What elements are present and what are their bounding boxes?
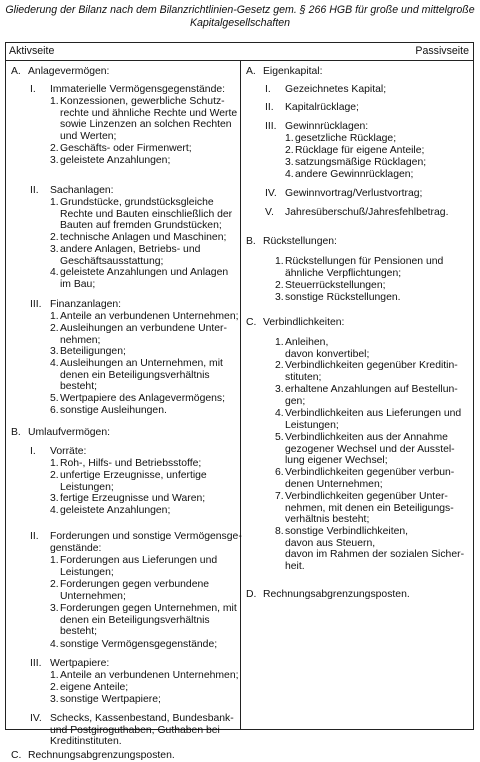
item-line: satzungsmäßige Rücklagen; [295,157,427,168]
item-text [60,393,225,405]
item-number: 1. [50,197,59,208]
item-number: 4. [50,267,59,278]
header-aktivseite: Aktivseite [9,45,55,57]
item-line: Beteiligungen; [60,346,126,357]
section-letter: B. [11,427,21,438]
item-line: sonstige Verbindlichkeiten, [285,526,409,537]
item-line: rechte und ähnliche Rechte und Werte [60,107,238,119]
item-text [285,467,454,490]
item-line: und Werten; [60,130,117,142]
item-text [285,292,401,304]
item-number: 5. [275,432,284,443]
item-number: 2. [50,579,59,590]
item-text [60,244,200,267]
item-text [295,169,413,181]
group-title: Sachanlagen: [50,185,114,196]
item-line: Leistungen; [60,481,114,493]
group-numeral: II. [30,531,39,542]
item-number: 4. [50,639,59,650]
item-line: andere Gewinnrücklagen; [295,169,414,180]
item-line: besteht; [60,626,97,638]
item-line: Anteile an verbundenen Unternehmen; [60,670,239,681]
item-text [60,96,237,142]
item-number: 4. [50,505,59,516]
item-text [60,405,167,417]
item-number: 3. [50,244,59,255]
item-number: 2. [50,323,59,334]
item-line: denen Unternehmen; [285,478,383,490]
group-title-line: Kreditinstituten. [50,736,122,748]
item-number: 1. [50,311,59,322]
item-line: davon konvertibel; [285,348,370,360]
item-line: davon im Rahmen der sozialen Sicher- [285,549,465,561]
item-text [60,470,207,493]
item-number: 3. [275,384,284,395]
table-header [6,43,473,61]
item-number: 4. [275,408,284,419]
item-text [285,526,464,572]
item-number: 3. [50,493,59,504]
item-line: gen; [285,395,306,407]
item-text [285,256,443,279]
item-line: sowie Linzenzen an solchen Rechten [60,119,232,131]
item-line: sonstige Wertpapiere; [60,694,161,705]
item-text [60,323,227,346]
group-numeral: III. [30,658,42,669]
item-number: 1. [50,670,59,681]
section-title: Rückstellungen: [263,236,337,247]
item-number: 7. [275,491,284,502]
caption-line-2: Kapitalgesellschaften [189,17,291,29]
item-text [295,133,396,145]
item-line: Rechte und Bauten einschließlich der [60,208,233,220]
item-text [60,493,205,505]
item-line: Bauten auf fremden Grundstücken; [60,220,222,232]
aktiv-column [6,61,242,761]
item-line: Rückstellungen für Pensionen und [285,256,444,267]
item-line: geleistete Anzahlungen und Anlagen [60,267,229,278]
item-number: 1. [50,458,59,469]
item-number: 8. [275,526,284,537]
group-numeral: IV. [30,713,42,724]
item-number: 2. [50,143,59,154]
group-numeral: II. [30,185,39,196]
item-number: 4. [50,358,59,369]
item-text [285,360,458,383]
item-number: 1. [50,555,59,566]
item-text [60,670,239,682]
group-title: Immaterielle Vermögensgegenstände: [50,84,226,95]
item-line: gesetzliche Rücklage; [295,133,397,144]
item-line: Verbindlichkeiten gegenüber Unter- [285,491,448,502]
item-number: 4. [285,169,294,180]
item-number: 1. [275,337,284,348]
item-line: Forderungen gegen verbundene [60,579,210,590]
item-line: heit. [285,560,305,572]
group-title: Finanzanlagen: [50,299,122,310]
item-number: 1. [275,256,284,267]
item-number: 3. [50,694,59,705]
item-line: Rücklage für eigene Anteile; [295,145,425,156]
item-text [60,639,217,651]
item-text [60,555,217,578]
item-number: 1. [285,133,294,144]
group-numeral: IV. [265,188,277,199]
item-text [60,603,237,638]
item-number: 3. [50,346,59,357]
item-number: 6. [50,405,59,416]
item-line: andere Anlagen, Betriebs- und [60,244,201,255]
item-number: 3. [50,155,59,166]
section-title: Rechnungsabgrenzungsposten. [263,589,410,600]
item-line: Verbindlichkeiten gegenüber Kreditin- [285,360,458,371]
item-line: Grundstücke, grundstücksgleiche [60,197,214,208]
group-numeral: III. [265,121,277,132]
item-line: denen ein Beteiligungsverhältnis [60,369,210,381]
item-text [285,384,458,407]
section-title: Rechnungsabgrenzungsposten. [28,750,175,761]
item-line: Geschäftsausstattung; [60,255,164,267]
header-passivseite: Passivseite [415,45,469,57]
item-line: eigene Anteile; [60,682,129,693]
item-line: geleistete Anzahlungen; [60,505,171,516]
item-number: 3. [285,157,294,168]
group-title: Wertpapiere: [50,658,110,669]
section-letter: C. [11,750,22,761]
group-title: Kapitalrücklage; [285,102,359,113]
item-line: nehmen; [60,334,101,346]
item-line: Leistungen; [285,419,339,431]
item-number: 1. [50,96,59,107]
item-text [60,682,128,694]
item-text [60,346,126,358]
item-text [60,311,239,323]
section-letter: D. [246,589,257,600]
item-number: 2. [275,280,284,291]
group-title-line: Forderungen und sonstige Vermögensge- [50,531,242,542]
item-line: Verbindlichkeiten aus der Annahme [285,432,448,443]
group-numeral: III. [30,299,42,310]
group-title-line: und Postgiroguthaben, Guthaben bei [50,724,220,736]
item-line: ähnliche Verpflichtungen; [285,267,402,279]
item-line: gezogener Wechsel und der Ausstel- [285,443,455,455]
item-text [60,232,226,244]
item-line: Wertpapiere des Anlagevermögens; [60,393,226,404]
group-numeral: I. [30,446,36,457]
item-text [60,267,228,290]
item-text [60,143,192,155]
section-title: Anlagevermögen: [28,66,110,77]
caption-line-1: Gliederung der Bilanz nach dem Bilanzrichtlinien-Gesetz gem. § 266 HGB für große und mittelgroße [5,4,475,16]
item-text [295,145,424,157]
section-title: Eigenkapital: [263,66,323,77]
item-number: 3. [50,603,59,614]
item-line: geleistete Anzahlungen; [60,155,171,166]
item-line: Ausleihungen an Unternehmen, mit [60,358,223,369]
item-number: 2. [50,232,59,243]
item-line: Konzessionen, gewerbliche Schutz- [60,96,225,107]
group-title-line: genstände: [50,542,102,554]
group-title: Jahresüberschuß/Jahresfehlbetrag. [285,207,449,218]
item-text [285,432,455,467]
group-title [50,531,242,554]
item-line: erhaltene Anzahlungen auf Bestellun- [285,384,458,395]
item-number: 6. [275,467,284,478]
item-line: denen ein Beteiligungsverhältnis [60,614,210,626]
item-line: verhältnis besteht; [285,514,370,526]
item-text [295,157,426,169]
item-line: Forderungen aus Lieferungen und [60,555,218,566]
item-line: nehmen, mit denen ein Beteiligungs- [285,502,454,514]
item-line: lung eigener Wechsel; [285,455,388,467]
item-number: 2. [285,145,294,156]
item-text [285,280,386,292]
item-number: 2. [50,470,59,481]
group-title [50,713,234,748]
group-title: Gezeichnetes Kapital; [285,84,387,95]
item-text [285,337,369,360]
item-line: Geschäfts- oder Firmenwert; [60,143,192,154]
item-text [60,458,201,470]
item-line: Verbindlichkeiten gegenüber verbun- [285,467,455,478]
item-line: Roh-, Hilfs- und Betriebsstoffe; [60,458,202,469]
item-line: unfertige Erzeugnisse, unfertige [60,470,207,481]
item-text [285,491,454,526]
item-text [60,579,209,602]
section-title: Umlaufvermögen: [28,427,111,438]
item-line: Verbindlichkeiten aus Lieferungen und [285,408,462,419]
section-letter: B. [246,236,256,247]
section-title: Verbindlichkeiten: [263,317,345,328]
section-letter: C. [246,317,257,328]
group-title: Gewinnrücklagen: [285,121,369,132]
group-numeral: V. [265,207,274,218]
item-line: sonstige Ausleihungen. [60,405,167,416]
item-number: 3. [275,292,284,303]
item-line: fertige Erzeugnisse und Waren; [60,493,206,504]
item-line: Steuerrückstellungen; [285,280,386,291]
group-title: Gewinnvortrag/Verlustvortrag; [285,188,423,199]
item-number: 2. [50,682,59,693]
item-number: 2. [275,360,284,371]
item-line: stituten; [285,371,322,383]
item-line: sonstige Vermögensgegenstände; [60,639,218,650]
item-line: Unternehmen; [60,590,126,602]
item-text [60,155,170,167]
group-numeral: II. [265,102,274,113]
group-title: Vorräte: [50,446,87,457]
group-numeral: I. [265,84,271,95]
item-line: Ausleihungen an verbundene Unter- [60,323,227,334]
document-caption [0,4,480,30]
item-text [285,408,461,431]
item-text [60,694,161,706]
item-line: sonstige Rückstellungen. [285,292,401,303]
item-line: davon aus Steuern, [285,537,376,549]
item-line: Forderungen gegen Unternehmen, mit [60,603,237,614]
item-line: Anteile an verbundenen Unternehmen; [60,311,239,322]
item-line: Anleihen, [285,337,329,348]
item-text [60,197,232,232]
group-numeral: I. [30,84,36,95]
section-letter: A. [11,66,21,77]
passiv-column [241,61,473,729]
item-line: technische Anlagen und Maschinen; [60,232,227,243]
item-line: im Bau; [60,278,96,290]
item-text [60,358,223,393]
item-number: 5. [50,393,59,404]
item-line: besteht; [60,381,97,393]
item-text [60,505,170,517]
balance-sheet-table [5,42,474,761]
section-letter: A. [246,66,256,77]
item-line: Leistungen; [60,566,114,578]
group-title-line: Schecks, Kassenbestand, Bundesbank- [50,713,234,724]
